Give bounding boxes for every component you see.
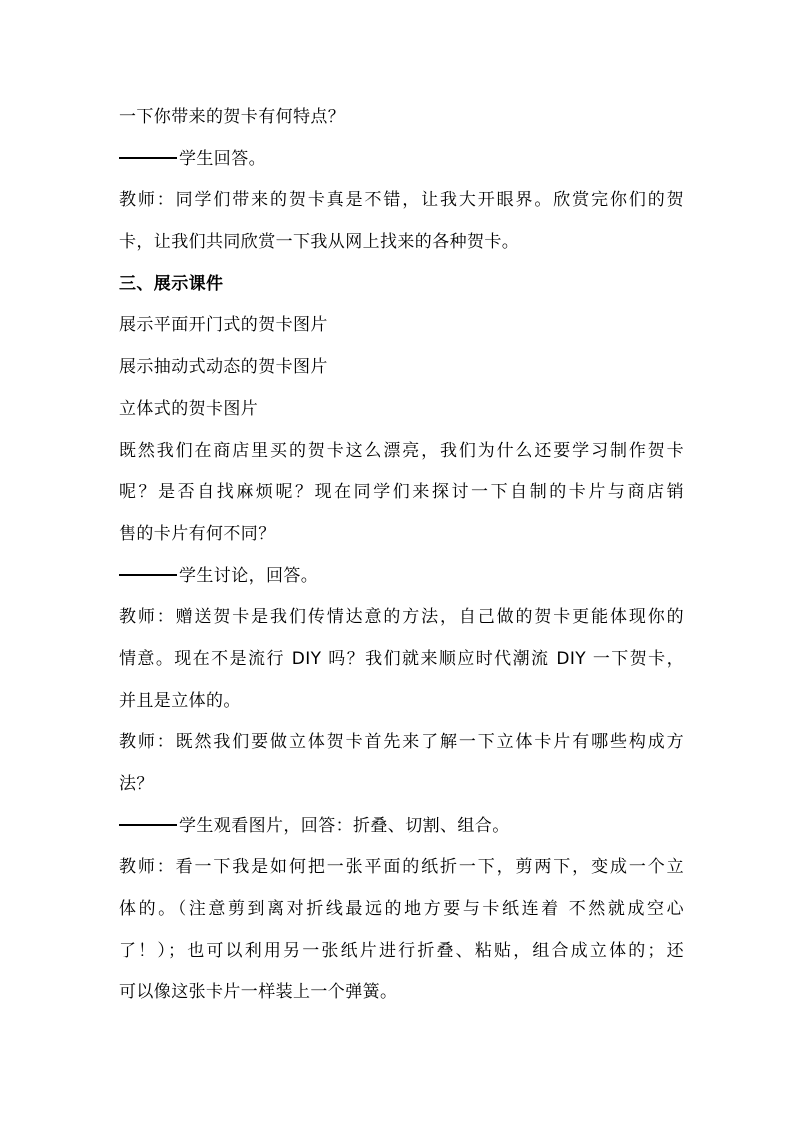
line-text: 展示平面开门式的贺卡图片 bbox=[119, 315, 328, 336]
text-line-7 bbox=[119, 347, 684, 389]
document-page bbox=[119, 97, 684, 1014]
line-text: 教师：既然我们要做立体贺卡首先来了解一下立体卡片有哪些构成方 bbox=[119, 732, 684, 753]
text-line-11 bbox=[119, 514, 684, 556]
text-line-10 bbox=[119, 472, 684, 514]
line-text: 一下你带来的贺卡有何特点？ bbox=[119, 107, 346, 127]
line-text: 教师：看一下我是如何把一张平面的纸折一下，剪两下，变成一个立 bbox=[119, 857, 684, 878]
line-text: 呢？是否自找麻烦呢？现在同学们来探讨一下自制的卡片与商店销 bbox=[119, 482, 684, 503]
text-line-3 bbox=[119, 180, 684, 222]
line-text: 卡，让我们共同欣赏一下我从网上找来的各种贺卡。 bbox=[119, 232, 520, 253]
text-line-8 bbox=[119, 389, 684, 431]
text-line-16 bbox=[119, 722, 684, 764]
dash-rule bbox=[119, 824, 177, 826]
text-line-21 bbox=[119, 931, 684, 973]
text-line-4 bbox=[119, 222, 684, 264]
line-text: 售的卡片有何不同？ bbox=[119, 523, 276, 544]
line-text: 教师：同学们带来的贺卡真是不错，让我大开眼界。欣赏完你们的贺 bbox=[119, 190, 684, 211]
text-line-15 bbox=[119, 681, 684, 723]
line-text: 可以像这张卡片一样装上一个弹簧。 bbox=[119, 982, 398, 1003]
text-line-19 bbox=[119, 847, 684, 889]
text-line-17 bbox=[119, 764, 684, 806]
heading-text: 三、展示课件 bbox=[119, 273, 224, 294]
line-text: 了！）；也可以利用另一张纸片进行折叠、粘贴，组合成立体的；还 bbox=[119, 940, 684, 961]
line-text: 教师：赠送贺卡是我们传情达意的方法，自己做的贺卡更能体现你的 bbox=[119, 607, 684, 628]
line-text: 展示抽动式动态的贺卡图片 bbox=[119, 357, 328, 378]
text-line-18 bbox=[119, 806, 684, 848]
line-text: 情意。现在不是流行 DIY 吗？我们就来顺应时代潮流 DIY 一下贺卡， bbox=[119, 648, 684, 669]
text-line-2 bbox=[119, 139, 684, 181]
line-text: 法？ bbox=[119, 774, 154, 794]
line-text: 体的。（注意剪到离对折线最远的地方要与卡纸连着 不然就成空心 bbox=[119, 899, 684, 920]
text-line-12 bbox=[119, 556, 684, 598]
line-text: 立体式的贺卡图片 bbox=[119, 398, 259, 419]
text-line-13 bbox=[119, 597, 684, 639]
section-heading bbox=[119, 264, 684, 306]
text-line-6 bbox=[119, 305, 684, 347]
text-line-20 bbox=[119, 889, 684, 931]
text-line-1 bbox=[119, 97, 684, 139]
dash-rule bbox=[119, 157, 177, 159]
line-text: 学生观看图片，回答：折叠、切割、组合。 bbox=[179, 815, 510, 836]
dash-rule bbox=[119, 574, 177, 576]
text-line-14 bbox=[119, 639, 684, 681]
line-text: 既然我们在商店里买的贺卡这么漂亮，我们为什么还要学习制作贺卡 bbox=[119, 440, 684, 461]
line-text: 学生讨论，回答。 bbox=[179, 565, 319, 586]
text-line-9 bbox=[119, 431, 684, 473]
text-line-22 bbox=[119, 972, 684, 1014]
line-text: 并且是立体的。 bbox=[119, 690, 241, 711]
line-text: 学生回答。 bbox=[179, 148, 266, 169]
